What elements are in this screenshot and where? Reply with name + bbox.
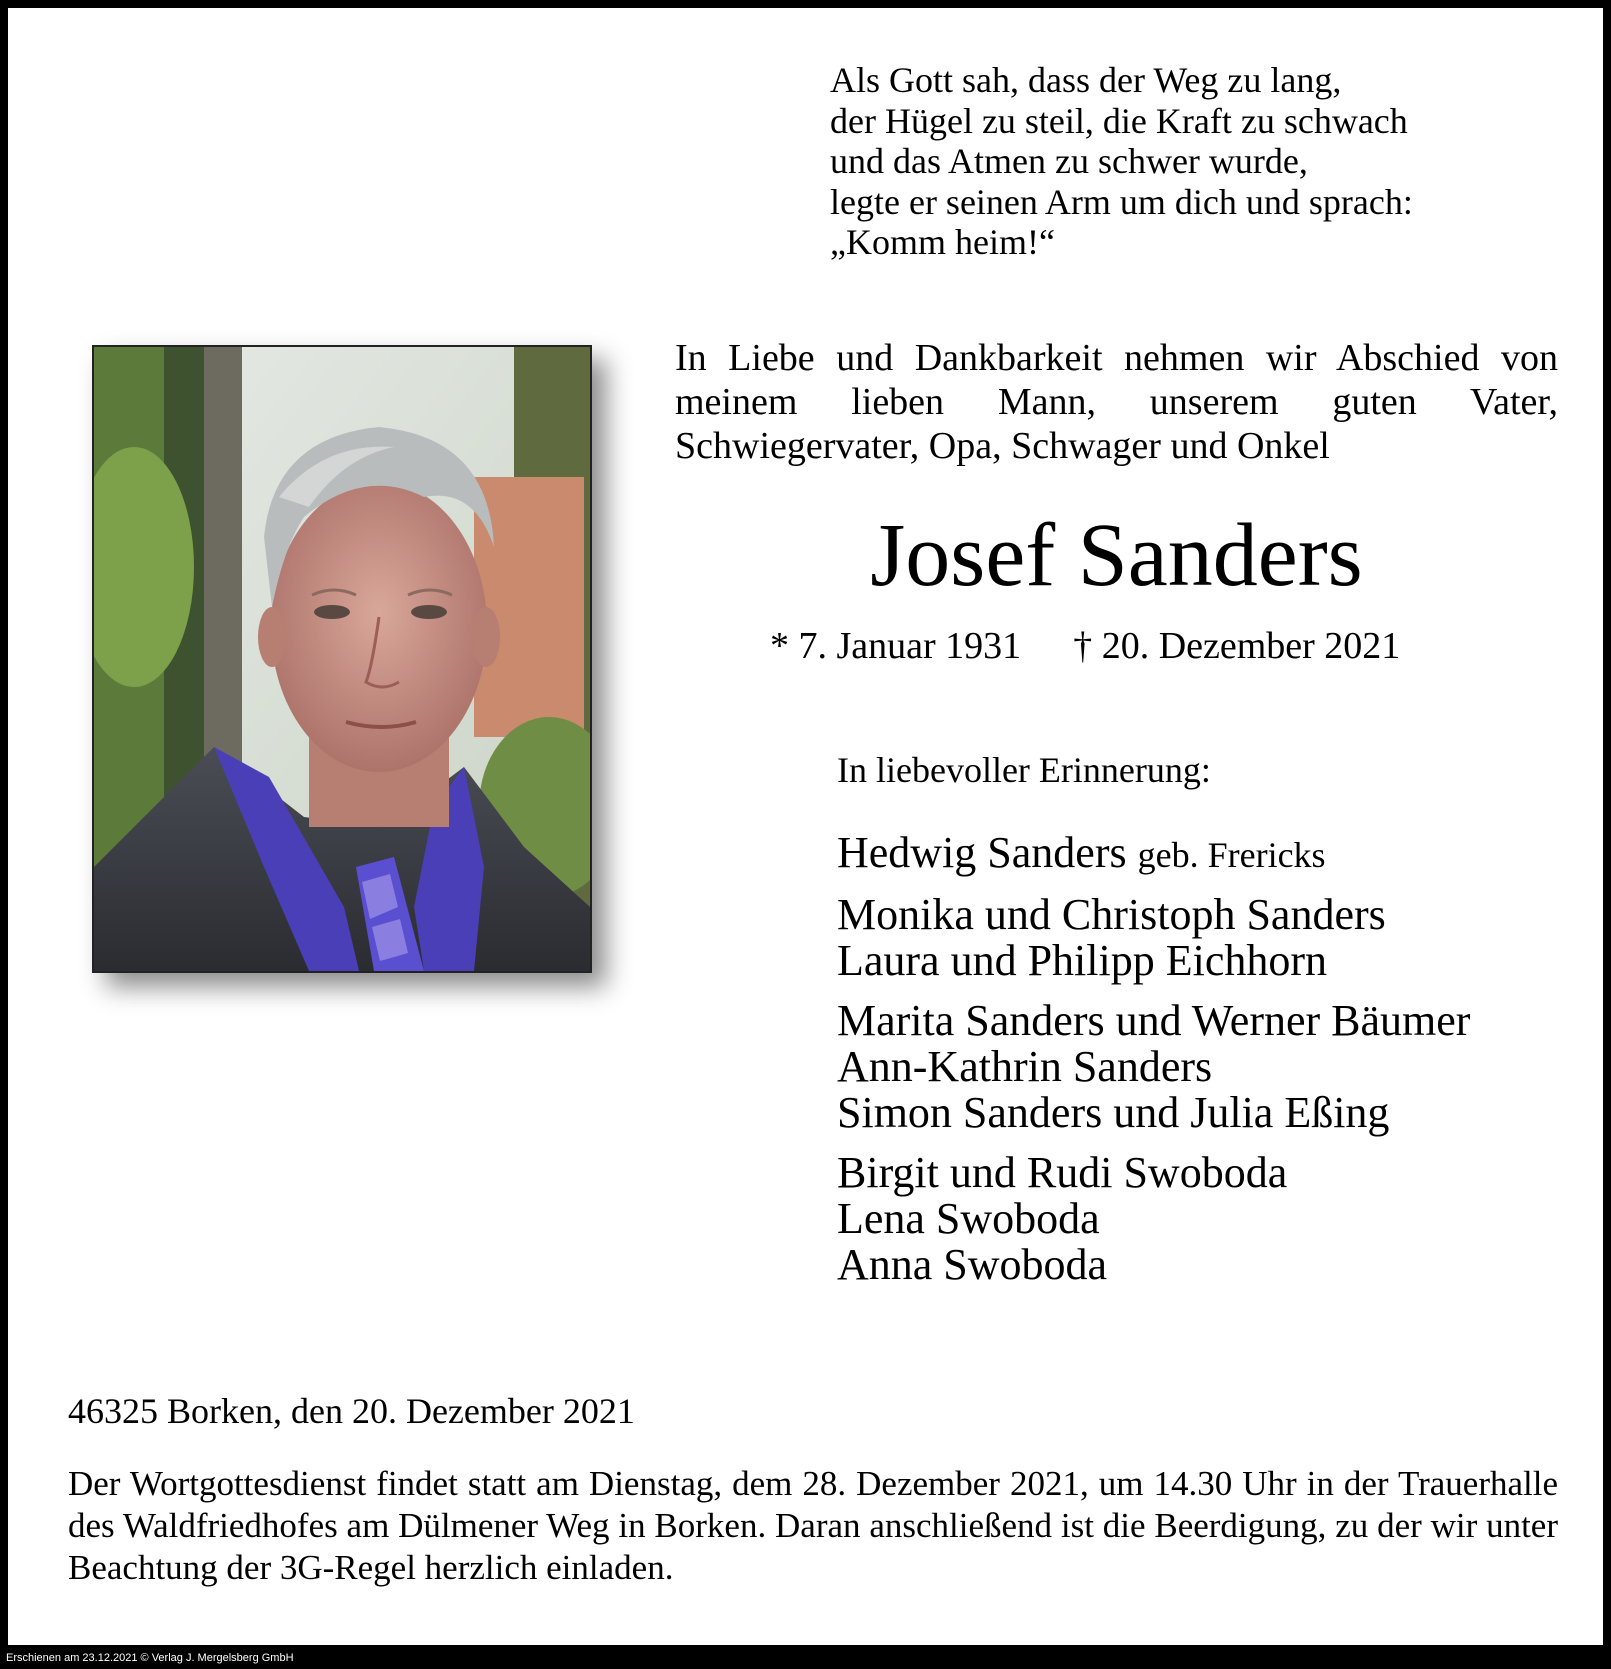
mourner-line: Marita Sanders und Werner Bäumer xyxy=(837,996,1471,1045)
mourner-line: Laura und Philipp Eichhorn xyxy=(837,936,1328,985)
mourner-line: Monika und Christoph Sanders xyxy=(837,890,1386,939)
deceased-name: Josef Sanders xyxy=(870,506,1363,605)
birth-date: * 7. Januar 1931 xyxy=(770,625,1022,667)
mourner-line: Ann-Kathrin Sanders xyxy=(837,1042,1213,1091)
memory-heading: In liebevoller Erinnerung: xyxy=(837,750,1211,790)
mourner-line: Anna Swoboda xyxy=(837,1240,1108,1289)
family-group xyxy=(837,892,1597,984)
place-date: 46325 Borken, den 20. Dezember 2021 xyxy=(68,1391,635,1431)
portrait-photo xyxy=(92,345,592,973)
poem-line: der Hügel zu steil, die Kraft zu schwach xyxy=(830,100,1408,141)
spouse-birth-name: geb. Frericks xyxy=(1137,835,1326,875)
poem-line: legte er seinen Arm um dich und sprach: xyxy=(830,181,1413,222)
poem-line: „Komm heim!“ xyxy=(830,222,1055,262)
mourner-line xyxy=(837,830,1597,878)
mourner-line: Simon Sanders und Julia Eßing xyxy=(837,1088,1390,1137)
family-group-spouse xyxy=(837,830,1597,878)
family-list xyxy=(837,830,1597,1302)
family-group xyxy=(837,998,1597,1136)
footer-text: Erschienen am 23.12.2021 © Verlag J. Mergelsberg GmbH xyxy=(6,1652,294,1664)
death-date: † 20. Dezember 2021 xyxy=(1073,625,1401,667)
poem-line: und das Atmen zu schwer wurde, xyxy=(830,141,1308,181)
portrait-image xyxy=(94,347,590,971)
publication-footer xyxy=(0,1648,1611,1669)
mourner-line: Birgit und Rudi Swoboda xyxy=(837,1148,1288,1197)
life-dates xyxy=(770,624,1400,668)
poem-line: Als Gott sah, dass der Weg zu lang, xyxy=(830,60,1342,100)
spouse-name: Hedwig Sanders xyxy=(837,828,1127,877)
farewell-text: In Liebe und Dankbarkeit nehmen wir Abschied von meinem lieben Mann, unserem guten Vater, Schwiegervater, Opa, Schwager und Onkel xyxy=(675,337,1558,467)
service-info: Der Wortgottesdienst findet statt am Dienstag, dem 28. Dezember 2021, um 14.30 Uhr in der Trauerhalle des Waldfriedhofes am Dülmener Weg in Borken. Daran anschließend ist die Beerdigung, zu der wir unter Beachtung der 3G-Regel herzlich einladen. xyxy=(68,1464,1558,1587)
poem xyxy=(830,60,1530,263)
family-group xyxy=(837,1150,1597,1288)
mourner-line: Lena Swoboda xyxy=(837,1194,1100,1243)
